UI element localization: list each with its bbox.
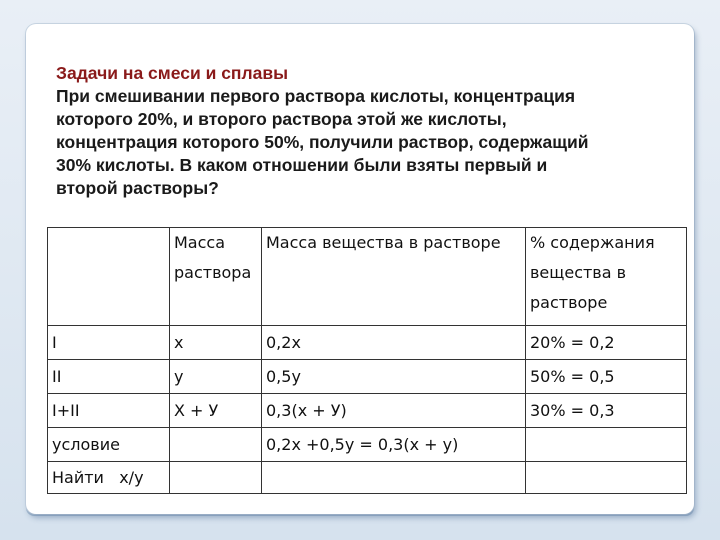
header-cell-empty (48, 228, 170, 326)
table-cell (526, 462, 687, 494)
table-row (48, 394, 687, 428)
header-mass-line-2: раствора (174, 263, 252, 282)
problem-line-4: 30% кислоты. В каком отношении были взяты первый и (56, 155, 548, 175)
header-mass-line-1: Масса (174, 233, 226, 252)
table-cell: 0,5y (262, 360, 526, 394)
table-cell: Х + У (170, 394, 262, 428)
header-cell-percent (526, 228, 687, 326)
table-cell: I (48, 326, 170, 360)
table-header-row (48, 228, 687, 326)
header-percent-line-2: вещества в (530, 263, 627, 282)
table-row (48, 360, 687, 394)
header-cell-mass (170, 228, 262, 326)
header-substance-mass-label: Масса вещества в растворе (266, 233, 501, 252)
table-cell (170, 462, 262, 494)
table-cell: Найти х/у (48, 462, 170, 494)
problem-line-5: второй растворы? (56, 178, 219, 198)
problem-text (56, 62, 676, 200)
table-cell: 0,3(х + У) (262, 394, 526, 428)
table-cell: 0,2x (262, 326, 526, 360)
table-cell: II (48, 360, 170, 394)
header-percent-line-3: растворе (530, 293, 608, 312)
table-cell (262, 462, 526, 494)
table-cell: 50% = 0,5 (526, 360, 687, 394)
table-row (48, 326, 687, 360)
table-row (48, 428, 687, 462)
slide-title: Задачи на смеси и сплавы (56, 63, 289, 83)
problem-line-3: концентрация которого 50%, получили раствор, содержащий (56, 132, 589, 152)
table-cell: y (170, 360, 262, 394)
table-cell: 20% = 0,2 (526, 326, 687, 360)
table-cell (526, 428, 687, 462)
table-cell (170, 428, 262, 462)
header-percent-line-1: % содержания (530, 233, 655, 252)
solution-table (47, 227, 687, 494)
table-cell: условие (48, 428, 170, 462)
problem-line-1: При смешивании первого раствора кислоты, концентрация (56, 86, 576, 106)
table-cell: x (170, 326, 262, 360)
table-cell: 30% = 0,3 (526, 394, 687, 428)
problem-line-2: которого 20%, и второго раствора этой же кислоты, (56, 109, 507, 129)
table-row (48, 462, 687, 494)
table-cell: 0,2х +0,5у = 0,3(х + у) (262, 428, 526, 462)
header-cell-substance-mass (262, 228, 526, 326)
table-cell: I+II (48, 394, 170, 428)
